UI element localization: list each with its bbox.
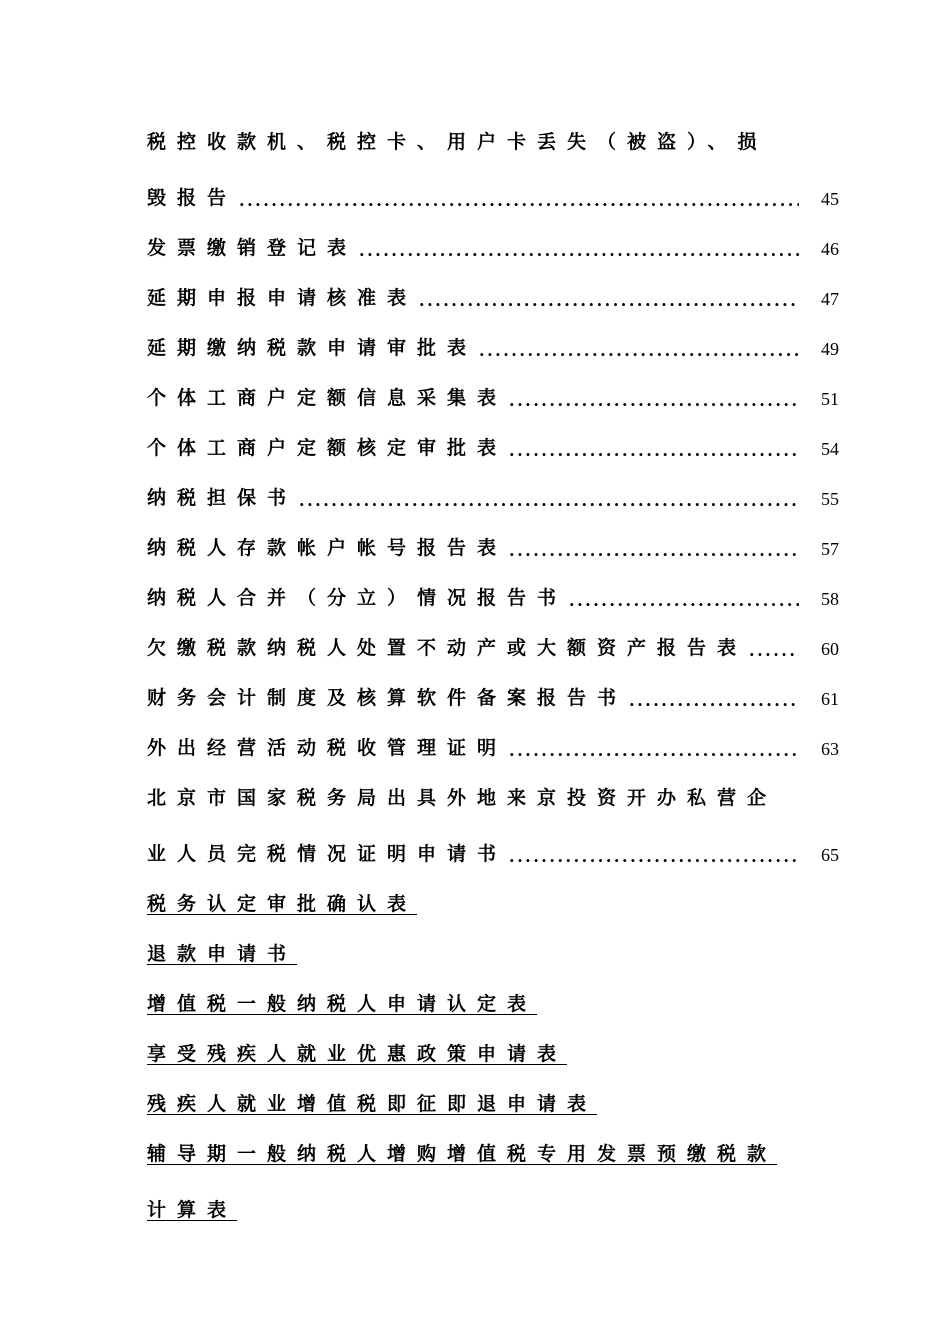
toc-entry[interactable]	[147, 168, 839, 210]
toc-page-number: 55	[821, 489, 839, 509]
toc-entry[interactable]	[147, 824, 839, 866]
toc-page-number: 47	[821, 289, 839, 309]
toc-entry-title: 纳税人合并（分立）情况报告书	[147, 587, 568, 609]
toc-entry[interactable]	[147, 318, 839, 360]
toc-leader-dots	[357, 241, 799, 260]
toc-link[interactable]: 退款申请书	[147, 943, 298, 965]
toc-link[interactable]: 享受残疾人就业优惠政策申请表	[147, 1043, 568, 1065]
toc-page-number: 54	[821, 439, 839, 459]
toc-entry[interactable]	[147, 718, 839, 760]
toc-entry[interactable]	[147, 668, 839, 710]
toc-leader-dots	[237, 191, 799, 210]
toc-leader-dots	[507, 541, 799, 560]
toc-entry[interactable]	[147, 218, 839, 260]
toc-link-row[interactable]	[147, 1180, 839, 1222]
toc-leader-dots	[507, 741, 799, 760]
toc-entry-title: 纳税担保书	[147, 487, 298, 509]
toc-link[interactable]: 增值税一般纳税人申请认定表	[147, 993, 538, 1015]
toc-entry-title: 北京市国家税务局出具外地来京投资开办私营企	[147, 787, 778, 809]
toc-entry-title: 纳税人存款帐户帐号报告表	[147, 537, 508, 559]
toc-entry-line[interactable]	[147, 768, 839, 810]
toc-entry[interactable]	[147, 568, 839, 610]
toc-entry[interactable]	[147, 468, 839, 510]
toc-leader-dots	[627, 691, 799, 710]
toc-leader-dots	[417, 291, 799, 310]
toc-entry-title: 税控收款机、税控卡、用户卡丢失（被盗）、损	[147, 131, 768, 153]
table-of-contents	[147, 112, 839, 1222]
toc-link[interactable]: 辅导期一般纳税人增购增值税专用发票预缴税款	[147, 1143, 778, 1165]
toc-page-number: 58	[821, 589, 839, 609]
toc-entry[interactable]	[147, 518, 839, 560]
toc-entry[interactable]	[147, 618, 839, 660]
toc-entry-title: 业人员完税情况证明申请书	[147, 843, 508, 865]
toc-link-row[interactable]	[147, 1124, 839, 1166]
toc-leader-dots	[507, 847, 799, 866]
toc-leader-dots	[747, 641, 799, 660]
toc-leader-dots	[507, 391, 799, 410]
toc-leader-dots	[567, 591, 799, 610]
toc-page-number: 65	[821, 845, 839, 865]
toc-link-row[interactable]	[147, 974, 839, 1016]
toc-page-number: 61	[821, 689, 839, 709]
toc-page-number: 57	[821, 539, 839, 559]
toc-link[interactable]: 税务认定审批确认表	[147, 893, 418, 915]
toc-entry-title: 延期申报申请核准表	[147, 287, 418, 309]
toc-entry-title: 个体工商户定额核定审批表	[147, 437, 508, 459]
toc-page-number: 51	[821, 389, 839, 409]
toc-link-row[interactable]	[147, 874, 839, 916]
toc-entry-line[interactable]	[147, 112, 839, 154]
toc-leader-dots	[477, 341, 799, 360]
toc-link[interactable]: 残疾人就业增值税即征即退申请表	[147, 1093, 598, 1115]
toc-link[interactable]: 计算表	[147, 1199, 238, 1221]
toc-page-number: 45	[821, 189, 839, 209]
toc-entry-title: 发票缴销登记表	[147, 237, 358, 259]
toc-entry-title: 延期缴纳税款申请审批表	[147, 337, 478, 359]
toc-leader-dots	[507, 441, 799, 460]
toc-link-row[interactable]	[147, 1074, 839, 1116]
toc-entry-title: 财务会计制度及核算软件备案报告书	[147, 687, 628, 709]
toc-page-number: 60	[821, 639, 839, 659]
toc-entry-title: 个体工商户定额信息采集表	[147, 387, 508, 409]
toc-page-number: 46	[821, 239, 839, 259]
toc-link-row[interactable]	[147, 924, 839, 966]
toc-entry[interactable]	[147, 268, 839, 310]
toc-entry[interactable]	[147, 368, 839, 410]
toc-page-number: 63	[821, 739, 839, 759]
toc-entry[interactable]	[147, 418, 839, 460]
toc-leader-dots	[297, 491, 799, 510]
toc-entry-title: 毁报告	[147, 187, 238, 209]
toc-page-number: 49	[821, 339, 839, 359]
toc-entry-title: 欠缴税款纳税人处置不动产或大额资产报告表	[147, 637, 748, 659]
toc-entry-title: 外出经营活动税收管理证明	[147, 737, 508, 759]
toc-link-row[interactable]	[147, 1024, 839, 1066]
